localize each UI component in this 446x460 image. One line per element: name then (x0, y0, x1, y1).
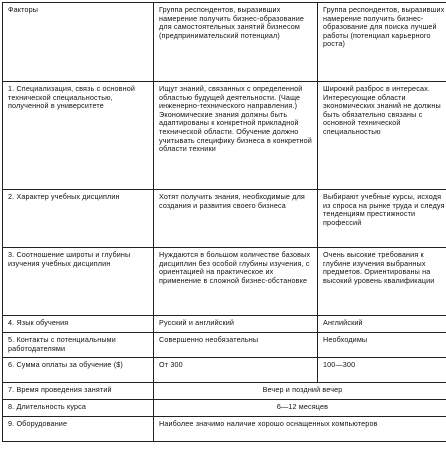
table-row (3, 400, 446, 417)
self-cell: Нуждаются в большом количестве базовых дисциплин без особой глубины изучения, с ориентацией на практическое их применение в сложной бизнес-обстановке (154, 248, 318, 316)
header-group-career: Группа респондентов, выразивших намерение получить бизнес-образование для поиска лучшей работы (потенциал карьерного роста) (318, 3, 446, 82)
career-cell: 100—300 (318, 358, 446, 383)
career-cell: Английский (318, 316, 446, 333)
self-cell: Русский и английский (154, 316, 318, 333)
table-row (3, 316, 446, 333)
factor-cell: 7. Время проведения занятий (3, 383, 154, 400)
header-factors: Факторы (3, 3, 154, 82)
merged-cell: 6—12 месяцев (154, 400, 446, 417)
table-row (3, 417, 446, 442)
merged-cell: Наиболее значимо наличие хорошо оснащенных компьютеров (154, 417, 446, 442)
factor-cell: 3. Соотношение широты и глубины изучения учебных дисциплин (3, 248, 154, 316)
factor-cell: 2. Характер учебных дисциплин (3, 190, 154, 248)
career-cell: Выбирают учебные курсы, исходя из спроса на рынке труда и следуя тенденциям престижности профессий (318, 190, 446, 248)
table-row (3, 358, 446, 383)
factors-table (2, 2, 446, 442)
factor-cell: 1. Специализация, связь с основной технической специальностью, полученной в университете (3, 82, 154, 190)
table-header-row (3, 3, 446, 82)
career-cell: Необходимы (318, 333, 446, 358)
table-row (3, 190, 446, 248)
self-cell: От 300 (154, 358, 318, 383)
header-group-self: Группа респондентов, выразивших намерение получить бизнес-образование для самостоятельных занятий бизнесом (предпринимательский потенциал) (154, 3, 318, 82)
factor-cell: 9. Оборудование (3, 417, 154, 442)
merged-cell: Вечер и поздний вечер (154, 383, 446, 400)
table-row (3, 82, 446, 190)
factor-cell: 6. Сумма оплаты за обучение ($) (3, 358, 154, 383)
table-row (3, 333, 446, 358)
factor-cell: 4. Язык обучения (3, 316, 154, 333)
career-cell: Очень высокие требования к глубине изучения выбранных предметов. Ориентированы на высокий уровень квалификации (318, 248, 446, 316)
self-cell: Ищут знаний, связанных с определенной областью будущей деятельности. (Чаще инженерно-технического направления.) Экономические знания должны быть адаптированы к конкретной прикладной технической области. Обучение должно учитывать специфику бизнеса в конкретной области техники (154, 82, 318, 190)
factor-cell: 5. Контакты с потенциальными работодателями (3, 333, 154, 358)
self-cell: Совершенно необязательны (154, 333, 318, 358)
table-row (3, 383, 446, 400)
career-cell: Широкий разброс в интересах. Интересующие области экономических знаний не должны быть обязательно связаны с основной технической специальностью (318, 82, 446, 190)
factor-cell: 8. Длительность курса (3, 400, 154, 417)
self-cell: Хотят получить знания, необходимые для создания и развития своего бизнеса (154, 190, 318, 248)
table-row (3, 248, 446, 316)
